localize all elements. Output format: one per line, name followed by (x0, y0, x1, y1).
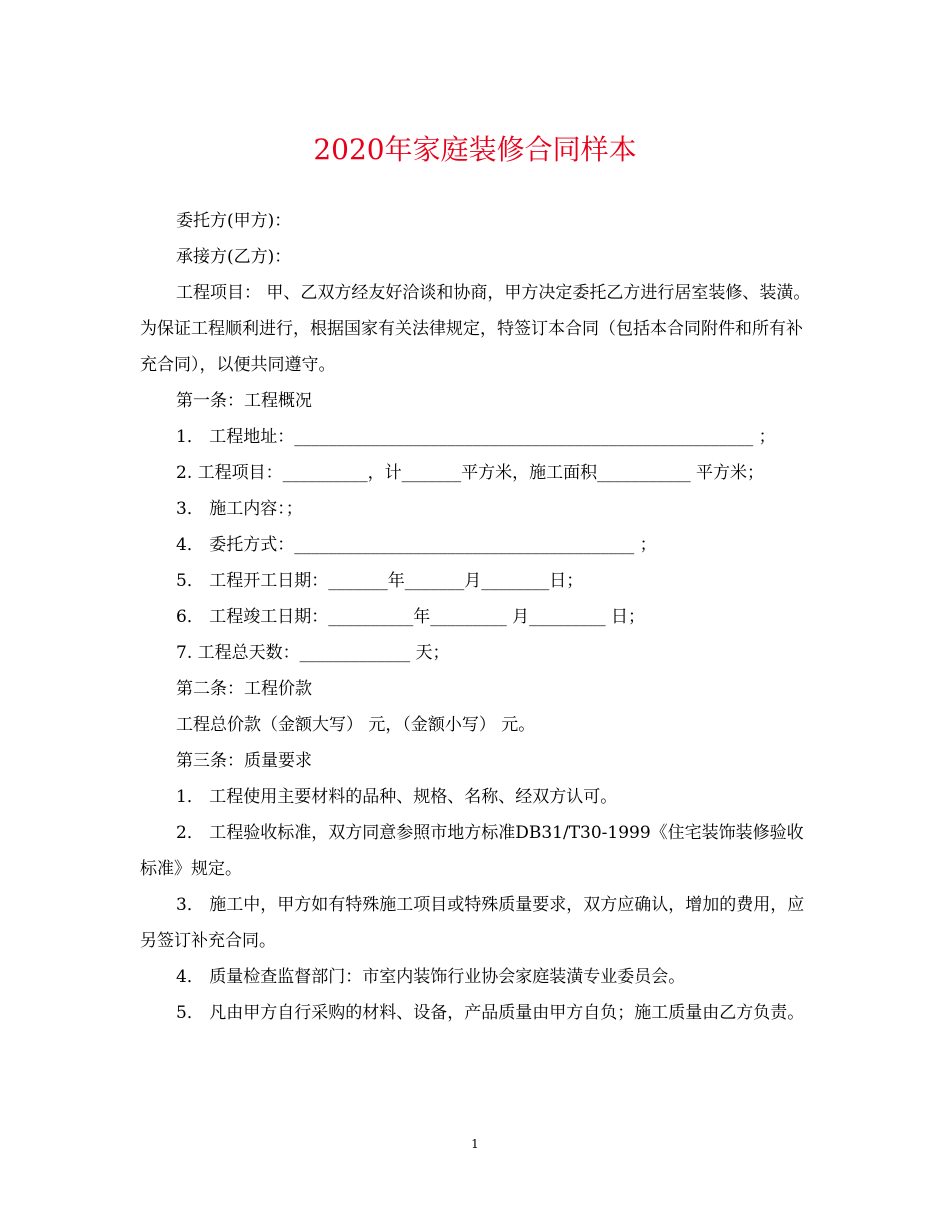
clause-supervision-department: 4． 质量检查监督部门：市室内装饰行业协会家庭装潢专业委员会。 (176, 967, 686, 987)
article-2-heading: 第二条：工程价款 (176, 679, 312, 699)
document-body (140, 203, 812, 1031)
clause-total-price: 工程总价款（金额大写） 元，（金额小写） 元。 (176, 715, 536, 735)
clause-construction-content: 3． 施工内容：； (176, 499, 303, 519)
clause-special-requirements: 3． 施工中，甲方如有特殊施工项目或特殊质量要求，双方应确认，增加的费用，应另签订补充合同。 (140, 895, 805, 951)
clause-project-address: 1． 工程地址：______________________________________________________ ； (176, 427, 776, 447)
page-number: 1 (471, 1137, 479, 1151)
clause-commission-method: 4． 委托方式：________________________________________ ； (176, 535, 657, 555)
clause-acceptance-standard: 2． 工程验收标准，双方同意参照市地方标准DB31/T30-1999《住宅装饰装修验收标准》规定。 (140, 823, 804, 879)
clause-start-date: 5． 工程开工日期：_______年_______月________日； (176, 571, 584, 591)
party-a-line: 委托方(甲方)： (176, 211, 292, 231)
clause-materials: 1． 工程使用主要材料的品种、规格、名称、经双方认可。 (176, 787, 618, 807)
clause-project-item: 2. 工程项目：__________，计_______平方米，施工面积___________ 平方米； (176, 463, 765, 483)
clause-completion-date: 6． 工程竣工日期：__________年_________ 月_________ 日； (176, 607, 646, 627)
project-intro-paragraph: 工程项目： 甲、乙双方经友好洽谈和协商，甲方决定委托乙方进行居室装修、装潢。为保证工程顺利进行，根据国家有关法律规定，特签订本合同（包括本合同附件和所有补充合同），以便共同遵守。 (140, 283, 811, 375)
article-3-heading: 第三条：质量要求 (176, 751, 312, 771)
document-title: 2020年家庭装修合同样本 (313, 133, 637, 166)
clause-material-responsibility: 5． 凡由甲方自行采购的材料、设备，产品质量由甲方自负；施工质量由乙方负责。 (176, 1003, 805, 1023)
article-1-heading: 第一条：工程概况 (176, 391, 312, 411)
clause-total-days: 7. 工程总天数：_____________ 天； (176, 643, 450, 663)
party-b-line: 承接方(乙方)： (176, 247, 292, 267)
